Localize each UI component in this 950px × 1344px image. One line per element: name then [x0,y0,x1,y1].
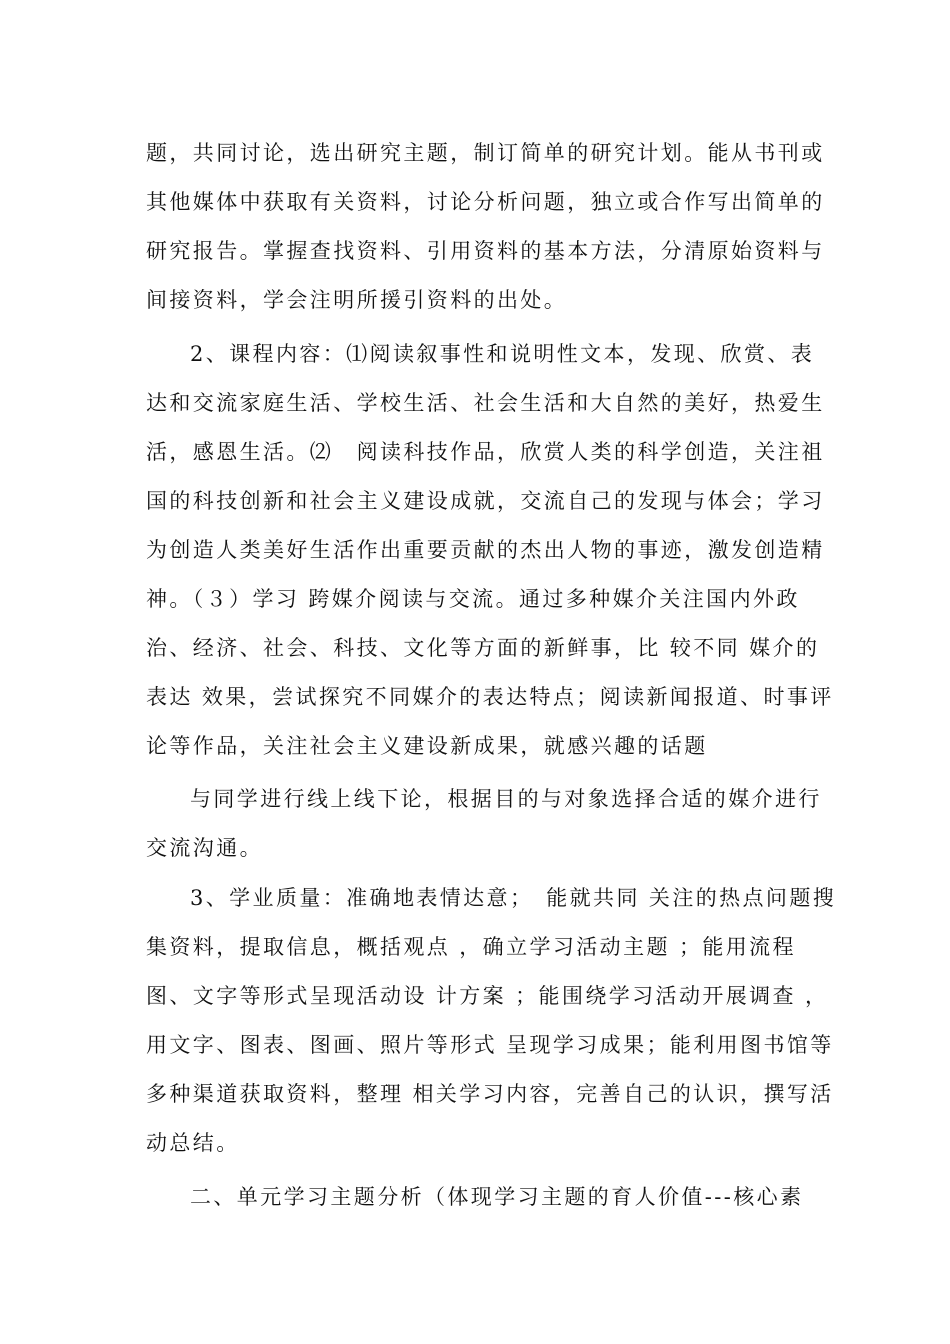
course-content-line-10: 与同学进行线上线下论，根据目的与对象选择合适的媒介进行 [190,787,822,811]
course-content-line-9: 论等作品，关注社会主义建设新成果，就感兴趣的话题 [146,734,708,758]
academic-quality-line-2: 集资料，提取信息，概括观点 ，确立学习活动主题 ；能用流程 [146,935,796,959]
academic-quality-line-4: 用文字、图表、图画、照片等形式 呈现学习成果；能利用图书馆等 [146,1033,834,1057]
course-content-line-6: 神。（３）学习 跨媒介阅读与交流。通过多种媒介关注国内外政 [146,587,800,611]
course-content-line-4: 国的科技创新和社会主义建设成就，交流自己的发现与体会；学习 [146,489,825,513]
course-content-line-2: 达和交流家庭生活、学校生活、社会生活和大自然的美好，热爱生 [146,391,825,415]
course-content-line-3: 活，感恩生活。⑵ 阅读科技作品，欣赏人类的科学创造，关注祖 [146,440,825,464]
paragraph-line-1: 题，共同讨论，选出研究主题，制订简单的研究计划。能从书刊或 [146,141,825,165]
paragraph-line-2: 其他媒体中获取有关资料，讨论分析问题，独立或合作写出简单的 [146,190,825,214]
course-content-line-5: 为创造人类美好生活作出重要贡献的杰出人物的事迹，激发创造精 [146,538,825,562]
academic-quality-line-5: 多种渠道获取资料，整理 相关学习内容，完善自己的认识，撰写活 [146,1082,834,1106]
paragraph-line-3: 研究报告。掌握查找资料、引用资料的基本方法，分清原始资料与 [146,239,825,263]
course-content-line-7: 治、经济、社会、科技、文化等方面的新鲜事，比 较不同 媒介的 [146,636,820,660]
academic-quality-line-3: 图、文字等形式呈现活动设 计方案 ；能围绕学习活动开展调查 ， [146,984,829,1008]
course-content-line-1: 2、课程内容：⑴阅读叙事性和说明性文本，发现、欣赏、表 [190,342,815,366]
section-heading-unit-theme: 二、单元学习主题分析（体现学习主题的育人价值---核心素 [190,1185,804,1209]
academic-quality-line-6: 动总结。 [146,1131,240,1155]
academic-quality-line-1: 3、学业质量：准确地表情达意； 能就共同 关注的热点问题搜 [190,886,837,910]
paragraph-line-4: 间接资料，学会注明所援引资料的出处。 [146,288,568,312]
course-content-line-8: 表达 效果，尝试探究不同媒介的表达特点；阅读新闻报道、时事评 [146,685,834,709]
course-content-line-11: 交流沟通。 [146,836,263,860]
